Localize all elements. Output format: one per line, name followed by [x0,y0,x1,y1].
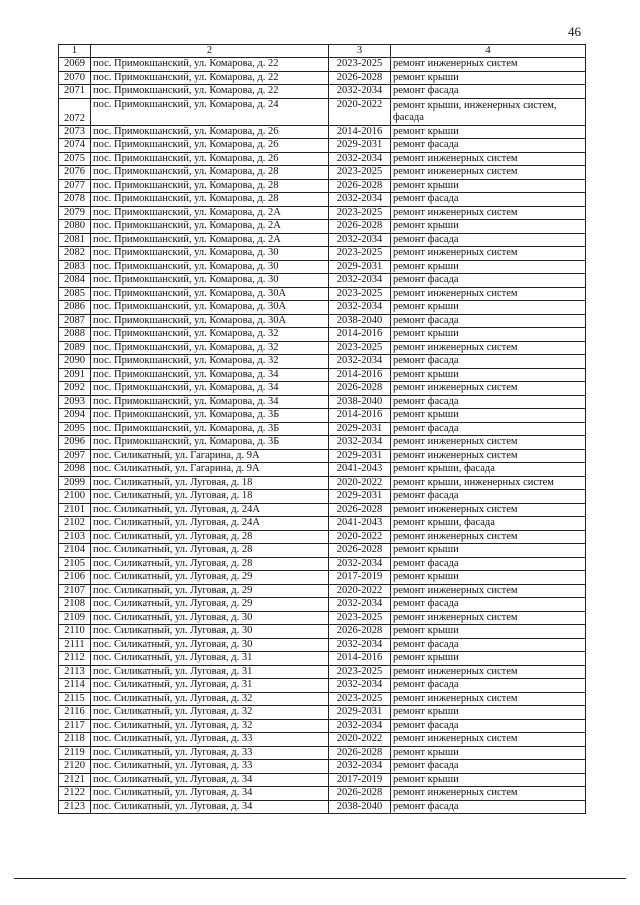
address: пос. Силикатный, ул. Луговая, д. 29 [91,571,329,585]
address: пос. Примокшанский, ул. Комарова, д. 30 [91,260,329,274]
work-type: ремонт фасада [391,638,586,652]
table-row [59,247,586,261]
table-row [59,787,586,801]
address: пос. Силикатный, ул. Луговая, д. 31 [91,679,329,693]
row-number: 2069 [59,58,91,72]
table-row [59,638,586,652]
period: 2029-2031 [329,260,391,274]
table-row [59,409,586,423]
period: 2032-2034 [329,85,391,99]
address: пос. Примокшанский, ул. Комарова, д. 26 [91,139,329,153]
work-type: ремонт фасада [391,233,586,247]
address: пос. Примокшанский, ул. Комарова, д. 28 [91,179,329,193]
period: 2023-2025 [329,166,391,180]
work-type: ремонт крыши [391,328,586,342]
table-row [59,395,586,409]
address: пос. Силикатный, ул. Луговая, д. 30 [91,638,329,652]
row-number: 2110 [59,625,91,639]
row-number: 2085 [59,287,91,301]
table-row [59,233,586,247]
row-number: 2090 [59,355,91,369]
address: пос. Примокшанский, ул. Комарова, д. 28 [91,166,329,180]
period: 2032-2034 [329,679,391,693]
table-row [59,422,586,436]
period: 2026-2028 [329,746,391,760]
address: пос. Примокшанский, ул. Комарова, д. 32 [91,355,329,369]
row-number: 2122 [59,787,91,801]
row-number: 2106 [59,571,91,585]
work-type: ремонт фасада [391,557,586,571]
address: пос. Силикатный, ул. Луговая, д. 24А [91,503,329,517]
work-type: ремонт инженерных систем [391,287,586,301]
period: 2017-2019 [329,773,391,787]
row-number: 2086 [59,301,91,315]
period: 2032-2034 [329,355,391,369]
address: пос. Примокшанский, ул. Комарова, д. 30А [91,301,329,315]
table-row [59,125,586,139]
address: пос. Примокшанский, ул. Комарова, д. 30А [91,287,329,301]
table-row [59,557,586,571]
table-row [59,152,586,166]
table-row [59,760,586,774]
row-number: 2094 [59,409,91,423]
row-number: 2095 [59,422,91,436]
row-number: 2123 [59,800,91,814]
row-number: 2101 [59,503,91,517]
work-type: ремонт инженерных систем [391,692,586,706]
work-type: ремонт крыши [391,125,586,139]
work-type: ремонт фасада [391,139,586,153]
table-row [59,463,586,477]
period: 2026-2028 [329,71,391,85]
period: 2026-2028 [329,179,391,193]
address: пос. Примокшанский, ул. Комарова, д. 3Б [91,409,329,423]
row-number: 2098 [59,463,91,477]
table-row [59,773,586,787]
address: пос. Силикатный, ул. Луговая, д. 32 [91,706,329,720]
row-number: 2100 [59,490,91,504]
address: пос. Силикатный, ул. Луговая, д. 33 [91,760,329,774]
table-row [59,260,586,274]
table-row [59,625,586,639]
period: 2032-2034 [329,638,391,652]
row-number: 2116 [59,706,91,720]
work-type: ремонт крыши [391,544,586,558]
header-col-4: 4 [391,45,586,58]
address: пос. Силикатный, ул. Луговая, д. 34 [91,787,329,801]
address: пос. Примокшанский, ул. Комарова, д. 26 [91,125,329,139]
row-number: 2097 [59,449,91,463]
address: пос. Силикатный, ул. Гагарина, д. 9А [91,449,329,463]
work-type: ремонт крыши, инженерных систем [391,476,586,490]
table-row [59,746,586,760]
table-row [59,436,586,450]
work-type: ремонт крыши, инженерных систем, фасада [391,98,586,125]
row-number: 2105 [59,557,91,571]
table-row [59,449,586,463]
work-type: ремонт крыши [391,301,586,315]
row-number: 2092 [59,382,91,396]
address: пос. Примокшанский, ул. Комарова, д. 3Б [91,422,329,436]
address: пос. Силикатный, ул. Луговая, д. 30 [91,625,329,639]
table-row [59,98,586,125]
period: 2020-2022 [329,476,391,490]
row-number: 2109 [59,611,91,625]
address: пос. Примокшанский, ул. Комарова, д. 30 [91,247,329,261]
address: пос. Силикатный, ул. Луговая, д. 31 [91,665,329,679]
row-number: 2075 [59,152,91,166]
row-number: 2071 [59,85,91,99]
address: пос. Примокшанский, ул. Комарова, д. 32 [91,328,329,342]
address: пос. Примокшанский, ул. Комарова, д. 30А [91,314,329,328]
address: пос. Силикатный, ул. Гагарина, д. 9А [91,463,329,477]
period: 2032-2034 [329,274,391,288]
work-type: ремонт инженерных систем [391,733,586,747]
period: 2032-2034 [329,719,391,733]
period: 2032-2034 [329,436,391,450]
work-type: ремонт крыши [391,260,586,274]
row-number: 2088 [59,328,91,342]
table-row [59,719,586,733]
table-row [59,530,586,544]
table-row [59,679,586,693]
address: пос. Силикатный, ул. Луговая, д. 28 [91,557,329,571]
row-number: 2118 [59,733,91,747]
table-row [59,571,586,585]
period: 2020-2022 [329,530,391,544]
period: 2014-2016 [329,125,391,139]
address: пос. Примокшанский, ул. Комарова, д. 30 [91,274,329,288]
address: пос. Примокшанский, ул. Комарова, д. 34 [91,395,329,409]
work-type: ремонт фасада [391,193,586,207]
row-number: 2078 [59,193,91,207]
work-type: ремонт фасада [391,760,586,774]
work-type: ремонт крыши [391,625,586,639]
work-type: ремонт фасада [391,274,586,288]
work-type: ремонт инженерных систем [391,341,586,355]
period: 2032-2034 [329,152,391,166]
table-row [59,206,586,220]
row-number: 2111 [59,638,91,652]
row-number: 2117 [59,719,91,733]
address: пос. Примокшанский, ул. Комарова, д. 32 [91,341,329,355]
period: 2023-2025 [329,287,391,301]
address: пос. Примокшанский, ул. Комарова, д. 24 [91,98,329,125]
address: пос. Силикатный, ул. Луговая, д. 28 [91,530,329,544]
period: 2026-2028 [329,544,391,558]
period: 2023-2025 [329,692,391,706]
work-type: ремонт фасада [391,598,586,612]
row-number: 2115 [59,692,91,706]
table-row [59,611,586,625]
address: пос. Силикатный, ул. Луговая, д. 18 [91,476,329,490]
work-type: ремонт инженерных систем [391,449,586,463]
work-type: ремонт фасада [391,355,586,369]
row-number: 2103 [59,530,91,544]
table-row [59,301,586,315]
row-number: 2119 [59,746,91,760]
work-type: ремонт инженерных систем [391,665,586,679]
row-number: 2096 [59,436,91,450]
row-number: 2080 [59,220,91,234]
period: 2032-2034 [329,233,391,247]
period: 2029-2031 [329,449,391,463]
address: пос. Примокшанский, ул. Комарова, д. 34 [91,382,329,396]
address: пос. Силикатный, ул. Луговая, д. 33 [91,733,329,747]
address: пос. Примокшанский, ул. Комарова, д. 28 [91,193,329,207]
row-number: 2083 [59,260,91,274]
period: 2032-2034 [329,557,391,571]
address: пос. Силикатный, ул. Луговая, д. 32 [91,719,329,733]
work-type: ремонт инженерных систем [391,584,586,598]
work-type: ремонт крыши [391,571,586,585]
row-number: 2107 [59,584,91,598]
period: 2032-2034 [329,193,391,207]
header-col-2: 2 [91,45,329,58]
row-number: 2082 [59,247,91,261]
row-number: 2074 [59,139,91,153]
period: 2032-2034 [329,598,391,612]
period: 2023-2025 [329,341,391,355]
address: пос. Силикатный, ул. Луговая, д. 29 [91,584,329,598]
period: 2026-2028 [329,787,391,801]
table-row [59,71,586,85]
period: 2014-2016 [329,368,391,382]
address: пос. Силикатный, ул. Луговая, д. 34 [91,800,329,814]
period: 2026-2028 [329,382,391,396]
work-type: ремонт инженерных систем [391,787,586,801]
table-row [59,314,586,328]
header-row [59,45,586,58]
period: 2032-2034 [329,301,391,315]
address: пос. Примокшанский, ул. Комарова, д. 22 [91,85,329,99]
table-body [59,58,586,814]
address: пос. Силикатный, ул. Луговая, д. 32 [91,692,329,706]
row-number: 2077 [59,179,91,193]
table-row [59,382,586,396]
work-type: ремонт крыши [391,773,586,787]
header-col-3: 3 [329,45,391,58]
table-row [59,476,586,490]
row-number: 2114 [59,679,91,693]
address: пос. Примокшанский, ул. Комарова, д. 34 [91,368,329,382]
table-row [59,58,586,72]
table-row [59,652,586,666]
table-row [59,193,586,207]
row-number: 2081 [59,233,91,247]
period: 2029-2031 [329,139,391,153]
work-type: ремонт фасада [391,314,586,328]
work-type: ремонт крыши, фасада [391,517,586,531]
period: 2026-2028 [329,220,391,234]
table-row [59,544,586,558]
period: 2029-2031 [329,490,391,504]
work-type: ремонт инженерных систем [391,436,586,450]
table-row [59,341,586,355]
table-row [59,517,586,531]
table-row [59,274,586,288]
table-row [59,220,586,234]
period: 2023-2025 [329,665,391,679]
row-number: 2113 [59,665,91,679]
table-row [59,706,586,720]
work-type: ремонт фасада [391,85,586,99]
row-number: 2121 [59,773,91,787]
period: 2014-2016 [329,652,391,666]
table-row [59,584,586,598]
table-row [59,733,586,747]
table-row [59,368,586,382]
address: пос. Силикатный, ул. Луговая, д. 28 [91,544,329,558]
work-type: ремонт инженерных систем [391,611,586,625]
work-type: ремонт инженерных систем [391,152,586,166]
address: пос. Примокшанский, ул. Комарова, д. 26 [91,152,329,166]
table-row [59,665,586,679]
work-type: ремонт крыши [391,179,586,193]
row-number: 2087 [59,314,91,328]
period: 2023-2025 [329,206,391,220]
address: пос. Силикатный, ул. Луговая, д. 24А [91,517,329,531]
work-type: ремонт крыши [391,706,586,720]
period: 2038-2040 [329,314,391,328]
address: пос. Силикатный, ул. Луговая, д. 18 [91,490,329,504]
table-row [59,139,586,153]
work-type: ремонт фасада [391,422,586,436]
row-number: 2093 [59,395,91,409]
work-type: ремонт инженерных систем [391,530,586,544]
row-number: 2104 [59,544,91,558]
period: 2026-2028 [329,625,391,639]
table-header [59,45,586,58]
table-row [59,503,586,517]
row-number: 2084 [59,274,91,288]
work-type: ремонт фасада [391,395,586,409]
period: 2026-2028 [329,503,391,517]
address: пос. Примокшанский, ул. Комарова, д. 2А [91,220,329,234]
period: 2020-2022 [329,584,391,598]
table-row [59,692,586,706]
work-type: ремонт фасада [391,679,586,693]
period: 2014-2016 [329,328,391,342]
address: пос. Силикатный, ул. Луговая, д. 34 [91,773,329,787]
period: 2020-2022 [329,733,391,747]
address: пос. Силикатный, ул. Луговая, д. 31 [91,652,329,666]
period: 2029-2031 [329,422,391,436]
row-number: 2099 [59,476,91,490]
table-row [59,166,586,180]
period: 2014-2016 [329,409,391,423]
address: пос. Примокшанский, ул. Комарова, д. 2А [91,233,329,247]
period: 2038-2040 [329,800,391,814]
table-row [59,800,586,814]
period: 2023-2025 [329,611,391,625]
work-type: ремонт инженерных систем [391,58,586,72]
address: пос. Примокшанский, ул. Комарова, д. 22 [91,58,329,72]
work-type: ремонт крыши [391,652,586,666]
period: 2032-2034 [329,760,391,774]
work-type: ремонт фасада [391,800,586,814]
period: 2029-2031 [329,706,391,720]
row-number: 2072 [59,98,91,125]
work-type: ремонт инженерных систем [391,382,586,396]
row-number: 2091 [59,368,91,382]
period: 2020-2022 [329,98,391,125]
address: пос. Силикатный, ул. Луговая, д. 29 [91,598,329,612]
work-type: ремонт фасада [391,490,586,504]
work-type: ремонт фасада [391,719,586,733]
row-number: 2079 [59,206,91,220]
row-number: 2108 [59,598,91,612]
header-col-1: 1 [59,45,91,58]
bottom-rule [14,878,626,879]
table-row [59,287,586,301]
row-number: 2089 [59,341,91,355]
work-type: ремонт крыши [391,71,586,85]
work-type: ремонт инженерных систем [391,166,586,180]
row-number: 2102 [59,517,91,531]
address: пос. Примокшанский, ул. Комарова, д. 3Б [91,436,329,450]
table-row [59,85,586,99]
row-number: 2073 [59,125,91,139]
table-row [59,328,586,342]
work-type: ремонт крыши, фасада [391,463,586,477]
period: 2017-2019 [329,571,391,585]
work-type: ремонт крыши [391,368,586,382]
repair-schedule-table [58,44,586,814]
page-number: 46 [568,24,581,39]
row-number: 2070 [59,71,91,85]
period: 2038-2040 [329,395,391,409]
address: пос. Примокшанский, ул. Комарова, д. 22 [91,71,329,85]
work-type: ремонт инженерных систем [391,247,586,261]
address: пос. Примокшанский, ул. Комарова, д. 2А [91,206,329,220]
address: пос. Силикатный, ул. Луговая, д. 33 [91,746,329,760]
work-type: ремонт крыши [391,409,586,423]
address: пос. Силикатный, ул. Луговая, д. 30 [91,611,329,625]
work-type: ремонт инженерных систем [391,503,586,517]
row-number: 2076 [59,166,91,180]
period: 2023-2025 [329,247,391,261]
table-row [59,490,586,504]
row-number: 2120 [59,760,91,774]
table-row [59,598,586,612]
table-row [59,355,586,369]
work-type: ремонт крыши [391,746,586,760]
work-type: ремонт инженерных систем [391,206,586,220]
period: 2023-2025 [329,58,391,72]
row-number: 2112 [59,652,91,666]
work-type: ремонт крыши [391,220,586,234]
period: 2041-2043 [329,463,391,477]
table-row [59,179,586,193]
period: 2041-2043 [329,517,391,531]
